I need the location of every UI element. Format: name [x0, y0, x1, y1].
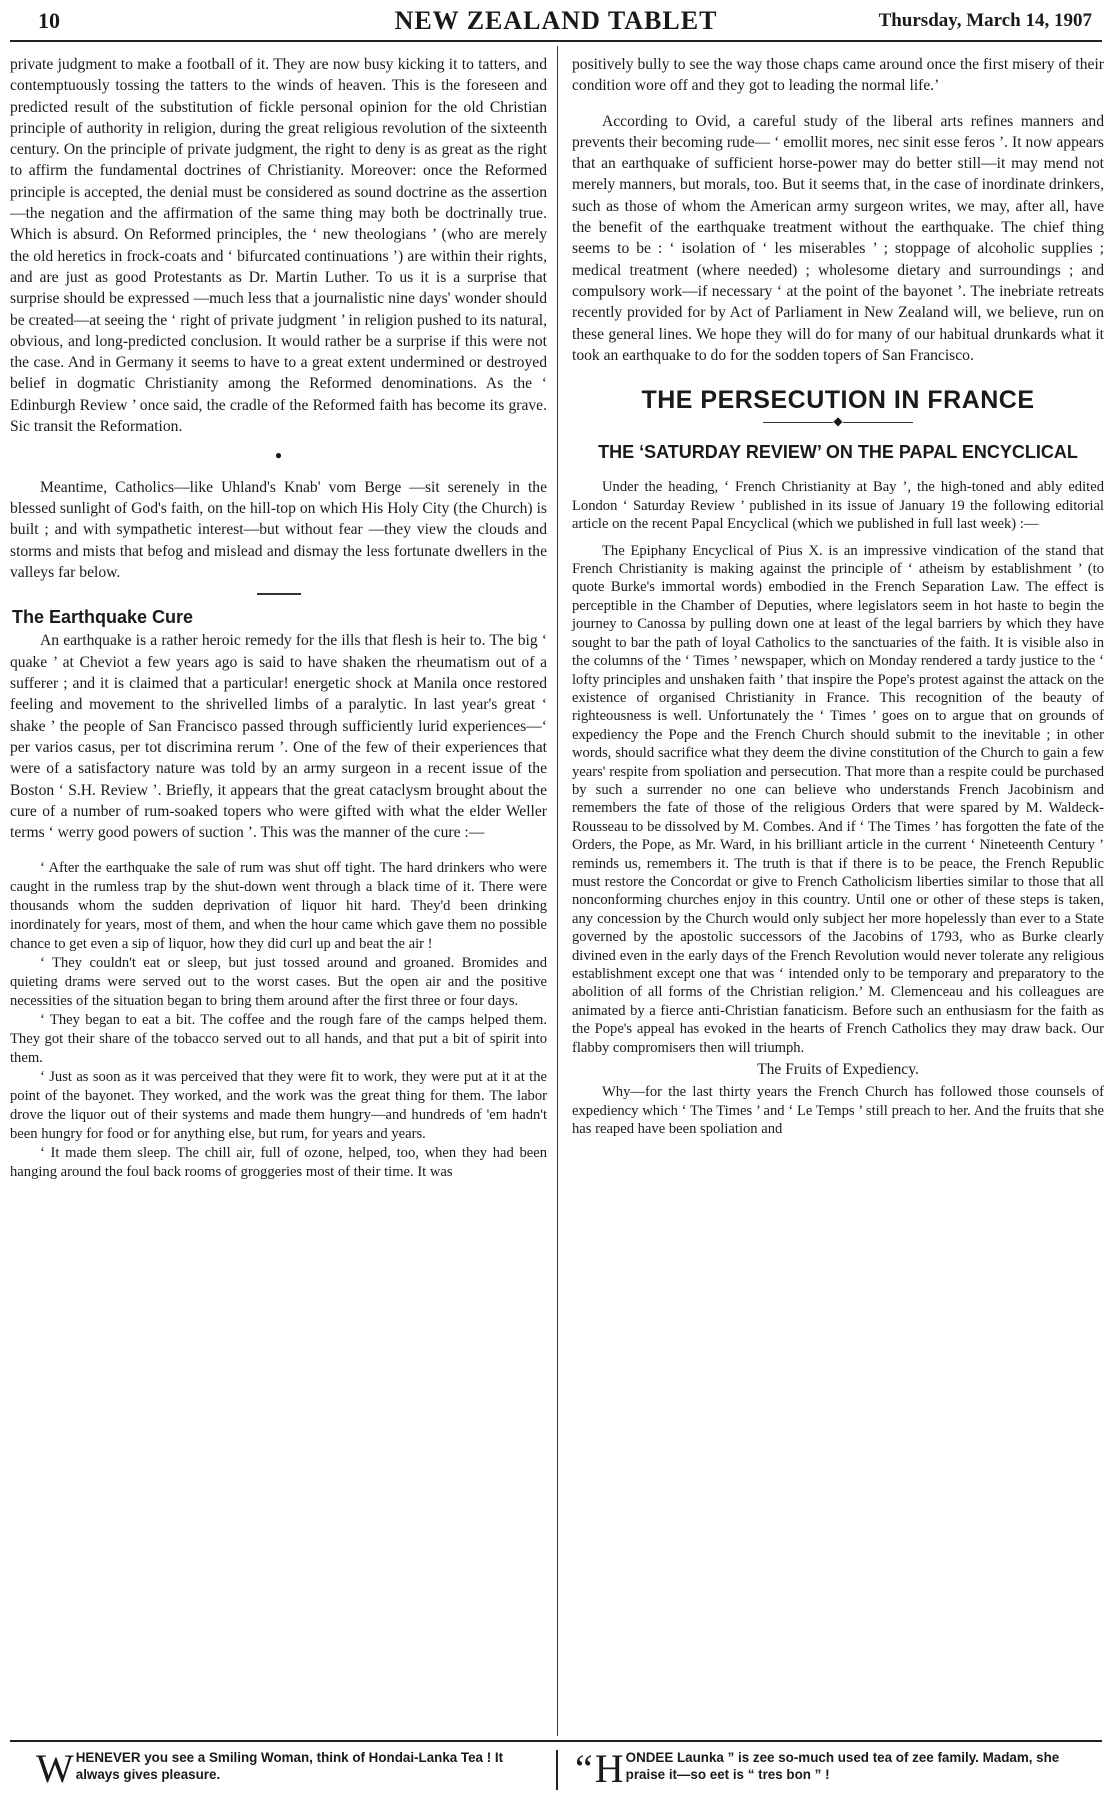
- right-paragraph-3: Under the heading, ‘ French Christianity at Bay ’, the high-toned and ably edited London ‘ Saturday Review ’ published in its issue of January 19 the following editorial article on the recent Papal Encyclical (which we published in full last week) :—: [572, 479, 1104, 533]
- earthquake-cure-heading: The Earthquake Cure: [12, 607, 194, 628]
- header-rule: [10, 40, 1102, 42]
- section-rule: [257, 593, 301, 595]
- ornament-rule-right: [843, 422, 913, 423]
- quote-paragraph-2: ‘ They couldn't eat or sleep, but just tossed around and groaned. Bromides and quieting drams were served out to the worst cases. But the open air and the positive necessities of the situation began to bring them around after the first three or four days.: [10, 955, 547, 1010]
- newspaper-title: NEW ZEALAND TABLET: [394, 6, 718, 35]
- diamond-icon: ◆: [833, 414, 843, 429]
- left-paragraph-3: An earthquake is a rather heroic remedy for the ills that flesh is heir to. The big ‘ quake ’ at Cheviot a few years ago is said to have shaken the rheumatism out of a sufferer ; and it is claimed that a particular! energetic shock at Manila once restored feeling and movement to the shrivelled limbs of a paralytic. In last year's great ‘ shake ’ the people of San Francisco passed through sufficiently lurid experiences—‘ per varios casus, per tot discrimina rerum ’. One of the few of their experiences that were of a satisfactory nature was told by an army surgeon in a recent issue of the Boston ‘ S.H. Review ’. Briefly, it appears that the great cataclysm brought about the cure of a number of rum-soaked topers who were gifted with what the elder Weller terms ‘ werry good powers of suction ’. This was the manner of the cure :—: [10, 632, 547, 842]
- column-divider: [557, 46, 558, 1736]
- ornament-rule-left: [763, 422, 833, 423]
- section-ornament: ●: [274, 448, 283, 463]
- masthead: [10, 6, 1102, 36]
- right-column: [572, 54, 1104, 1139]
- left-paragraph-2: Meantime, Catholics—like Uhland's Knab' vom Berge —sit serenely in the blessed sunlight of God's faith, on the hill-top on which His Holy City (the Church) is built ; and with sympathetic interest—but without fear —they view the clouds and storms and mists that befog and mislead and dismay the less fortunate dwellers in the valleys far below.: [10, 478, 547, 581]
- ad-left-initial: W: [36, 1746, 74, 1791]
- ad-left-text: HENEVER you see a Smiling Woman, think of Hondai-Lanka Tea ! It always gives pleasure.: [75, 1750, 504, 1782]
- heading-ornament: [572, 415, 1104, 427]
- ad-divider: [556, 1750, 558, 1790]
- ad-right-initial: H: [594, 1746, 624, 1791]
- left-column: [10, 54, 547, 1182]
- persecution-heading: THE PERSECUTION IN FRANCE: [641, 386, 1035, 415]
- footer-rule: [10, 1740, 1102, 1742]
- ad-right-text: ONDEE Launka ” is zee so-much used tea of zee family. Madam, she praise it—so eet is “ tres bon ” !: [625, 1750, 1060, 1782]
- issue-date: Thursday, March 14, 1907: [878, 10, 1092, 31]
- hondai-lanka-ad-left: [36, 1746, 526, 1793]
- hondee-launka-ad-right: [575, 1746, 1095, 1793]
- right-paragraph-4: The Epiphany Encyclical of Pius X. is an impressive vindication of the stand that French Christianity is making against the principle of ‘ atheism by establishment ’ (to quote Burke's immortal words) embodied in the French Separation Law. The effect is perceptible in the Chamber of Deputies, where legislators seem in hot haste to begin the journey to Canossa by pulling down one at least of the legal barriers by which they have sought to bar the path of loyal Catholics to the sanctuaries of the faith. It is visible also in the columns of the ‘ Times ’ newspaper, which on Monday rendered a tardy justice to the ‘ lofty principles and unshaken faith ’ that inspire the Pope's protest against the attack on the existence of organised Christianity in France. This recognition of the beauty of righteousness is well. Unfortunately the ‘ Times ’ goes on to argue that on grounds of expediency the Pope and the French Church should submit to the inevitable ; in other words, should sacrifice what they deem the divine constitution of the Church to gain a few years' respite from spoliation and persecution. That more than a respite could be purchased by such a surrender no one can believe who understands French Jacobinism and remembers the fate of those of the religious Orders that were spared by M. Waldeck-Rousseau to be dissolved by M. Combes. And if ‘ The Times ’ has forgotten the fate of the Orders, the Pope, as Mr. Ward, in his brilliant article in the current ‘ Nineteenth Century ’ reminds us, remembers it. The truth is that if there is to be peace, the French Republic must restore the Concordat or give to French Catholicism liberties similar to those that all nonconforming churches enjoy in this country. Until one or other of these steps is taken, any concession by the Church would only subject her more hopelessly than ever to a State governed by the apostolic successors of the Jacobins of 1793, who as Burke clearly divined even in the early days of the French Revolution would never tolerate any religious establishment except one that was ‘ intended only to be temporary and preparatory to the abolition of all forms of the Christian religion.’ M. Clemenceau and his colleagues are animated by a fierce anti-Christian fanaticism. Before such an enthusiasm for the faith as the Pope's appeal has evoked in the hearts of French Catholics they may draw back. Our flabby compromisers then will triumph.: [572, 542, 1104, 1056]
- page-number: 10: [38, 8, 60, 33]
- right-paragraph-2: According to Ovid, a careful study of the liberal arts refines manners and prevents their becoming rude— ‘ emollit mores, nec sinit esse feros ’. It now appears that an earthquake of sufficient horse-power may do better still—it may mend not merely manners, but morals, too. But it seems that, in the case of inordinate drinkers, such as those of whom the American army surgeon writes, we may, after all, have the benefit of the earthquake treatment without the earthquake. The chief thing seems to be : ‘ isolation of ‘ les miserables ’ ; stoppage of alcoholic supplies ; medical treatment (where needed) ; wholesome dietary and surroundings ; and compulsory work—if necessary ‘ at the point of the bayonet ’. The inebriate retreats recently provided for by Act of Parliament in New Zealand will, we believe, run on these general lines. We hope they will do for many of our habitual drunkards what it took an earthquake to do for the sodden topers of San Francisco.: [572, 112, 1104, 364]
- saturday-review-subheading: THE ‘SATURDAY REVIEW’ ON THE PAPAL ENCYCLICAL: [598, 442, 1078, 463]
- quote-paragraph-5: ‘ It made them sleep. The chill air, full of ozone, helped, too, when they had been hanging around the foul back rooms of groggeries most of their time. It was: [10, 1145, 547, 1181]
- right-paragraph-5: Why—for the last thirty years the French Church has followed those counsels of expediency which ‘ The Times ’ and ‘ Le Temps ’ still preach to her. And the fruits that she has reaped have been spoliation and: [572, 1084, 1104, 1138]
- ad-right-open-quote: “: [575, 1746, 593, 1791]
- fruits-subheading: The Fruits of Expediency.: [757, 1061, 919, 1079]
- surgeon-quote: [10, 859, 547, 1182]
- quote-paragraph-1: ‘ After the earthquake the sale of rum was shut off tight. The hard drinkers who were caught in the rumless trap by the shut-down went through a black time of it. There were thousands whom the sudden deprivation of liquor hit hard. They'd been drinking inordinately for years, most of them, and when the hour came which gave them no possible chance to get even a sip of liquor, how they did curl up and beat the air !: [10, 860, 547, 953]
- quote-paragraph-3: ‘ They began to eat a bit. The coffee and the rough fare of the camps helped them. They got their share of the tobacco served out to all hands, and that put a bit of spirit into them.: [10, 1012, 547, 1067]
- left-paragraph-1: private judgment to make a football of it. They are now busy kicking it to tatters, and contemptuously tossing the tatters to the winds of heaven. This is the foreseen and predicted result of the substitution of fickle personal opinion for the old Christian principle of authority in religion, during the great religious revolution of the sixteenth century. On the principle of private judgment, the right to deny is as great as the right to affirm the fundamental doctrines of Christianity. Moreover: once the Reformed principle is accepted, the denial must be considered as sound doctrine as the assertion—the negation and the affirmation of the same thing may both be doctrinally true. Which is absurd. On Reformed principles, the ‘ new theologians ’ (who are merely the old heretics in frock-coats and ‘ bifurcated continuations ’) are within their rights, and are just as good Protestants as Dr. Martin Luther. To us it is a surprise that surprise should be expressed —much less that a journalistic nine days' wonder should be created—at seeing the ‘ right of private judgment ’ in religion pushed to its natural, obvious, and long-predicted conclusion. It would rather be a surprise if this were not the case. And in Germany it seems to have to a great extent undermined or destroyed belief in dogmatic Christianity among the Reformed denominations. As the ‘ Edinburgh Review ’ once said, the cradle of the Reformed faith has become its grave. Sic transit the Reformation.: [10, 56, 547, 436]
- quote-paragraph-4: ‘ Just as soon as it was perceived that they were fit to work, they were put at it at the point of the bayonet. They worked, and the work was the great thing for them. The labor drove the liquor out of their systems and made them hungry—and hundreds of 'em hadn't been hungry for food or for anything else, but rum, for years and years.: [10, 1069, 547, 1143]
- right-paragraph-1: positively bully to see the way those chaps came around once the first misery of their condition wore off and they got to leading the normal life.’: [572, 56, 1104, 95]
- encyclical-article: [572, 478, 1104, 1138]
